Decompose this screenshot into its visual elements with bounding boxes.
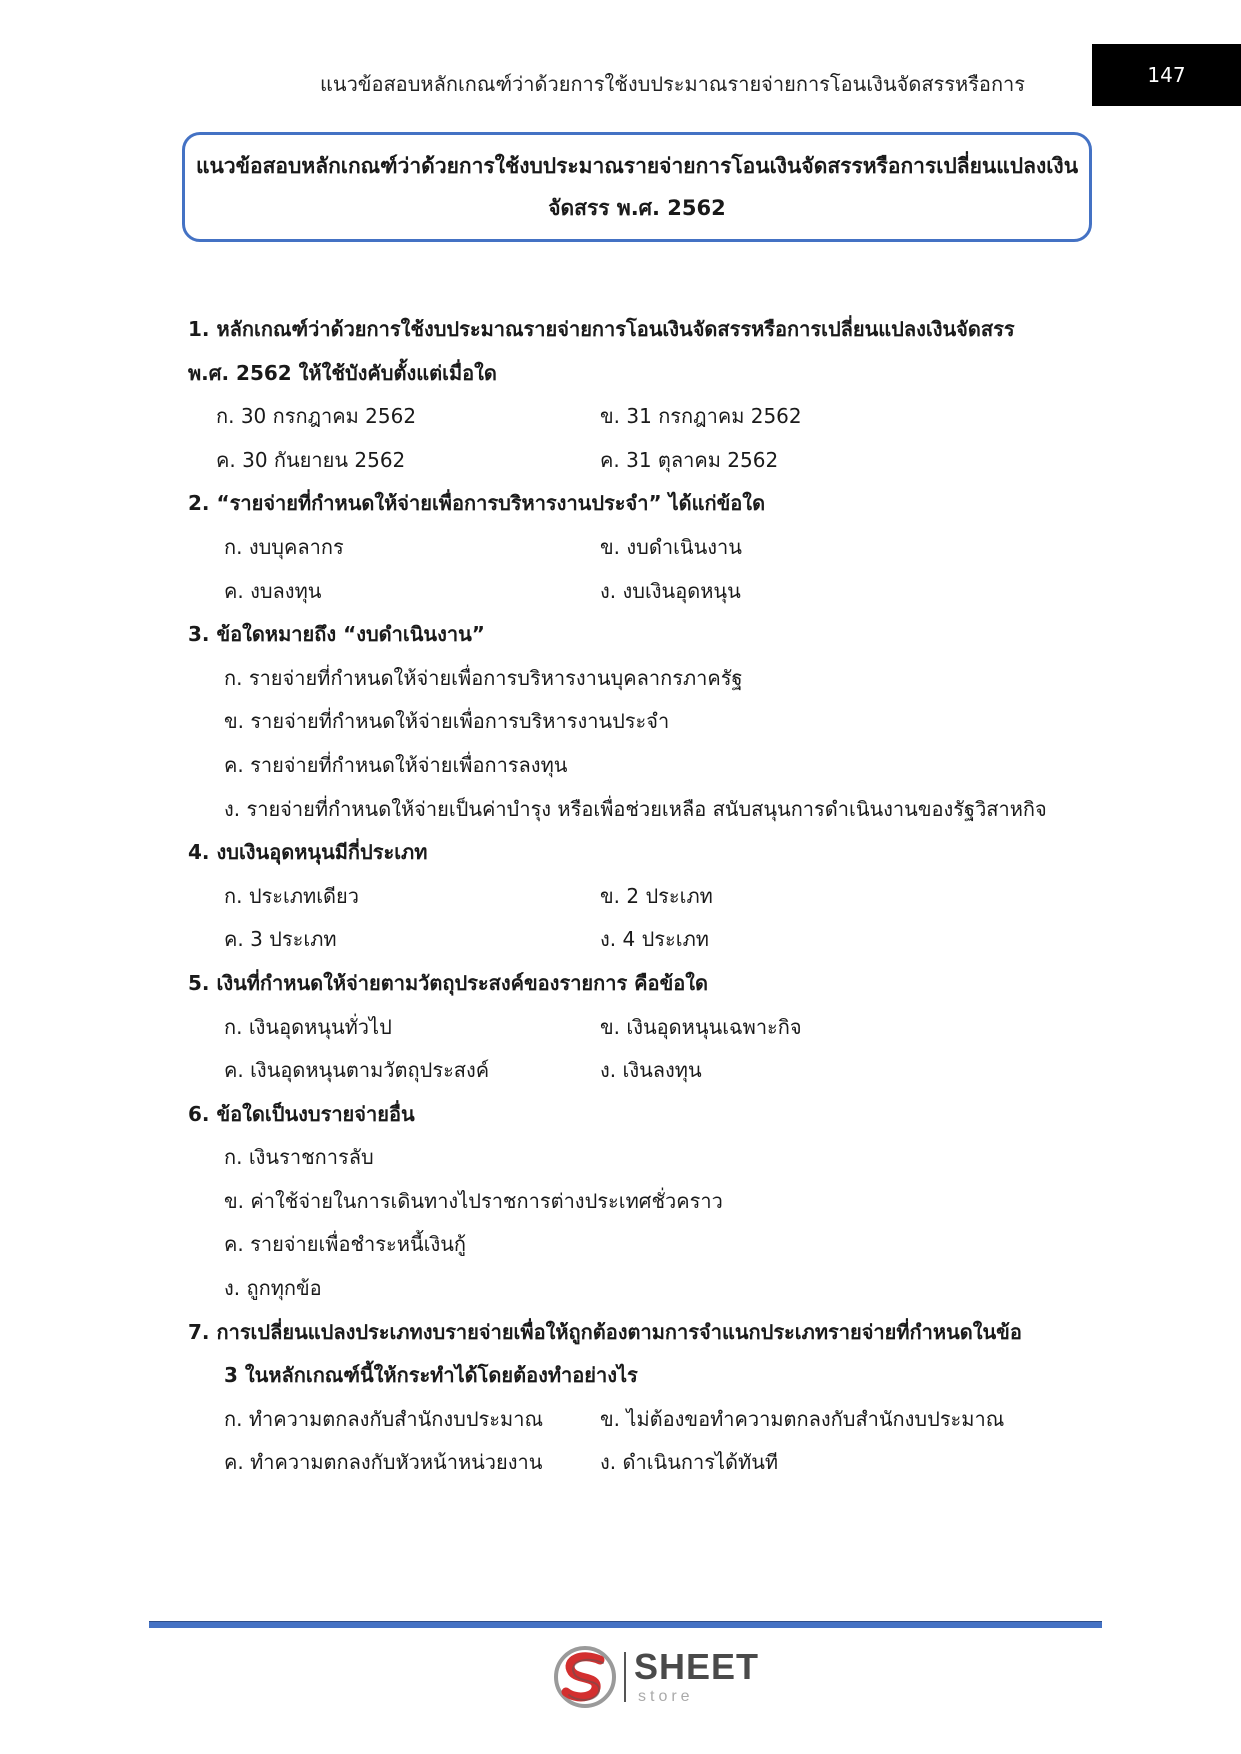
question-line: 3. ข้อใดหมายถึง “งบดำเนินงาน” bbox=[188, 622, 485, 647]
logo-separator bbox=[624, 1652, 626, 1702]
option-item: ก. เงินราชการลับ bbox=[224, 1145, 374, 1170]
question-text bbox=[188, 962, 1088, 1006]
option-list bbox=[188, 1136, 1088, 1310]
question-list bbox=[188, 308, 1088, 1485]
footer-logo bbox=[552, 1644, 772, 1710]
running-header: แนวข้อสอบหลักเกณฑ์ว่าด้วยการใช้งบประมาณรายจ่ายการโอนเงินจัดสรรหรือการ bbox=[320, 72, 1026, 96]
question-line: 5. เงินที่กำหนดให้จ่ายตามวัตถุประสงค์ของรายการ คือข้อใด bbox=[188, 970, 709, 995]
title-box bbox=[182, 132, 1092, 242]
question-text bbox=[188, 613, 1088, 657]
question-6 bbox=[188, 1093, 1088, 1311]
option-item: ค. งบลงทุน bbox=[224, 578, 322, 603]
question-line: 1. หลักเกณฑ์ว่าด้วยการใช้งบประมาณรายจ่ายการโอนเงินจัดสรรหรือการเปลี่ยนแปลงเงินจัดสรร bbox=[188, 317, 1015, 341]
option-grid bbox=[188, 1398, 1088, 1485]
sheet-store-s-logo-icon bbox=[552, 1644, 618, 1710]
logo-subtext: store bbox=[638, 1688, 694, 1705]
option-item: ข. ไม่ต้องขอทำความตกลงกับสำนักงบประมาณ bbox=[600, 1406, 1005, 1431]
question-7 bbox=[188, 1311, 1088, 1485]
option-item: ค. 30 กันยายน 2562 bbox=[216, 447, 406, 472]
option-item: ค. รายจ่ายเพื่อชำระหนี้เงินกู้ bbox=[224, 1232, 467, 1257]
option-item: ก. เงินอุดหนุนทั่วไป bbox=[224, 1014, 392, 1039]
question-text bbox=[188, 831, 1088, 875]
question-line: 3 ในหลักเกณฑ์นี้ให้กระทำได้โดยต้องทำอย่างไร bbox=[224, 1363, 638, 1388]
question-text bbox=[188, 482, 1088, 526]
question-text bbox=[188, 308, 1088, 395]
option-item: ง. งบเงินอุดหนุน bbox=[600, 578, 741, 603]
option-item: ค. รายจ่ายที่กำหนดให้จ่ายเพื่อการลงทุน bbox=[224, 752, 568, 777]
option-grid bbox=[188, 875, 1088, 962]
logo-text: SHEET bbox=[634, 1646, 760, 1687]
title-line-2: จัดสรร พ.ศ. 2562 bbox=[548, 196, 726, 220]
question-line: พ.ศ. 2562 ให้ใช้บังคับตั้งแต่เมื่อใด bbox=[188, 360, 497, 385]
question-5 bbox=[188, 962, 1088, 1093]
question-line: 4. งบเงินอุดหนุนมีกี่ประเภท bbox=[188, 840, 428, 865]
option-item: ค. เงินอุดหนุนตามวัตถุประสงค์ bbox=[224, 1058, 490, 1083]
footer-rule bbox=[149, 1621, 1102, 1628]
option-list bbox=[188, 657, 1088, 831]
title-line-1: แนวข้อสอบหลักเกณฑ์ว่าด้วยการใช้งบประมาณรายจ่ายการโอนเงินจัดสรรหรือการเปลี่ยนแปลงเงิน bbox=[195, 154, 1079, 178]
option-item: ง. ถูกทุกข้อ bbox=[224, 1276, 322, 1301]
option-item: ค. ทำความตกลงกับหัวหน้าหน่วยงาน bbox=[224, 1450, 543, 1475]
option-item: ข. 2 ประเภท bbox=[600, 883, 713, 908]
option-grid bbox=[188, 1006, 1088, 1093]
question-1 bbox=[188, 308, 1088, 482]
option-item: ข. 31 กรกฎาคม 2562 bbox=[600, 404, 802, 429]
option-grid bbox=[188, 526, 1088, 613]
option-item: ง. รายจ่ายที่กำหนดให้จ่ายเป็นค่าบำรุง หรือเพื่อช่วยเหลือ สนับสนุนการดำเนินงานของรัฐวิสาหกิจ bbox=[224, 796, 1047, 821]
question-text bbox=[188, 1093, 1088, 1137]
option-item: ข. งบดำเนินงาน bbox=[600, 534, 742, 559]
option-item: ค. 3 ประเภท bbox=[224, 927, 337, 952]
option-item: ข. เงินอุดหนุนเฉพาะกิจ bbox=[600, 1014, 802, 1039]
option-item: ง. ดำเนินการได้ทันที bbox=[600, 1450, 779, 1475]
option-item: ง. เงินลงทุน bbox=[600, 1058, 702, 1083]
question-line: 6. ข้อใดเป็นงบรายจ่ายอื่น bbox=[188, 1101, 415, 1126]
option-grid bbox=[188, 395, 1088, 482]
page-number: 147 bbox=[1092, 44, 1241, 106]
option-item: ง. 4 ประเภท bbox=[600, 927, 709, 952]
option-item: ก. 30 กรกฎาคม 2562 bbox=[216, 404, 417, 429]
option-item: ก. ทำความตกลงกับสำนักงบประมาณ bbox=[224, 1406, 544, 1431]
question-3 bbox=[188, 613, 1088, 831]
option-item: ก. งบบุคลากร bbox=[224, 534, 344, 559]
option-item: ข. ค่าใช้จ่ายในการเดินทางไปราชการต่างประเทศชั่วคราว bbox=[224, 1188, 723, 1213]
question-line: 7. การเปลี่ยนแปลงประเภทงบรายจ่ายเพื่อให้ถูกต้องตามการจำแนกประเภทรายจ่ายที่กำหนดในข้อ bbox=[188, 1319, 1022, 1344]
option-item: ข. รายจ่ายที่กำหนดให้จ่ายเพื่อการบริหารงานประจำ bbox=[224, 709, 670, 734]
question-4 bbox=[188, 831, 1088, 962]
question-text bbox=[188, 1311, 1088, 1398]
question-2 bbox=[188, 482, 1088, 613]
option-item: ก. ประเภทเดียว bbox=[224, 883, 359, 908]
option-item: ค. 31 ตุลาคม 2562 bbox=[600, 447, 779, 472]
option-item: ก. รายจ่ายที่กำหนดให้จ่ายเพื่อการบริหารงานบุคลากรภาครัฐ bbox=[224, 665, 743, 690]
question-line: 2. “รายจ่ายที่กำหนดให้จ่ายเพื่อการบริหารงานประจำ” ได้แก่ข้อใด bbox=[188, 491, 766, 516]
